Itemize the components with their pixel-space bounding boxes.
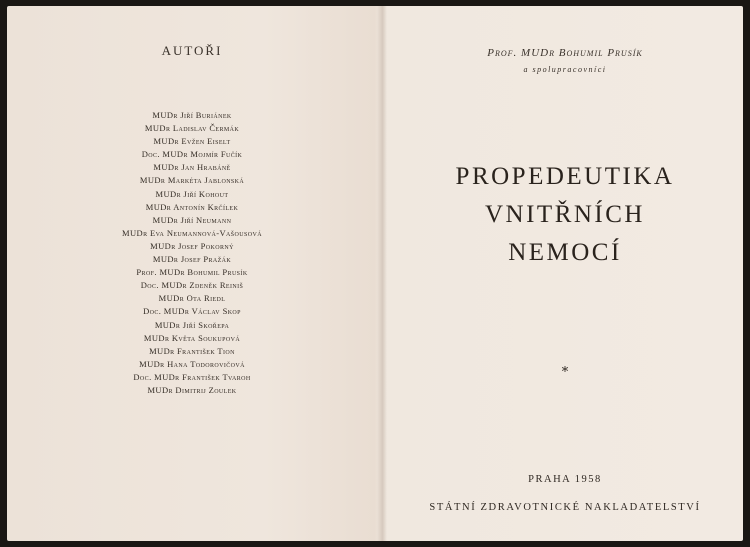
author-entry: MUDr Ladislav Čermák: [144, 123, 240, 134]
author-list: [7, 109, 377, 397]
ornament-asterisk: *: [561, 365, 569, 380]
author-entry: MUDr Josef Pražák: [152, 254, 232, 265]
author-entry: MUDr Květa Soukupová: [143, 332, 241, 343]
title-line: PROPEDEUTIKA: [455, 163, 675, 190]
author-entry: Doc. MUDr Zdeněk Reiniš: [140, 280, 244, 291]
book-title: [387, 158, 743, 272]
title-line: VNITŘNÍCH: [485, 201, 645, 228]
author-entry: Doc. MUDr Mojmír Fučík: [141, 149, 243, 160]
author-entry: MUDr Jiří Kohout: [155, 188, 229, 199]
left-page: [7, 6, 377, 541]
authors-heading: AUTOŘI: [161, 43, 223, 58]
author-entry: Prof. MUDr Bohumil Prusík: [136, 267, 248, 278]
author-entry: Doc. MUDr Václav Skop: [143, 306, 241, 317]
author-entry: MUDr Hana Todorovičová: [139, 358, 245, 369]
place-and-year: PRAHA 1958: [528, 474, 602, 485]
author-entry: MUDr Jiří Skořepa: [154, 319, 230, 330]
main-author: Prof. MUDr Bohumil Prusík: [487, 47, 643, 59]
title-line: NEMOCÍ: [508, 239, 622, 266]
title-page: [387, 6, 743, 541]
author-entry: MUDr František Tion: [149, 345, 235, 356]
collaborators-line: a spolupracovníci: [523, 65, 607, 74]
publisher-name: STÁTNÍ ZDRAVOTNICKÉ NAKLADATELSTVÍ: [429, 502, 701, 513]
author-entry: MUDr Markéta Jablonská: [139, 175, 245, 186]
author-entry: MUDr Jiří Neumann: [152, 214, 232, 225]
author-entry: MUDr Ota Riedl: [158, 293, 226, 304]
author-entry: MUDr Eva Neumannová-Vašousová: [122, 227, 262, 238]
book-spread: [7, 6, 743, 541]
author-entry: MUDr Josef Pokorný: [150, 240, 234, 251]
author-entry: MUDr Evžen Eiselt: [153, 136, 231, 147]
author-entry: MUDr Jan Hrabáně: [153, 162, 231, 173]
author-entry: MUDr Dimitrij Zoulek: [147, 384, 237, 395]
author-entry: MUDr Antonín Krčílek: [145, 201, 239, 212]
book-gutter: [377, 6, 387, 541]
author-entry: Doc. MUDr František Tvaroh: [133, 371, 251, 382]
author-entry: MUDr Jiří Buriánek: [152, 110, 232, 120]
